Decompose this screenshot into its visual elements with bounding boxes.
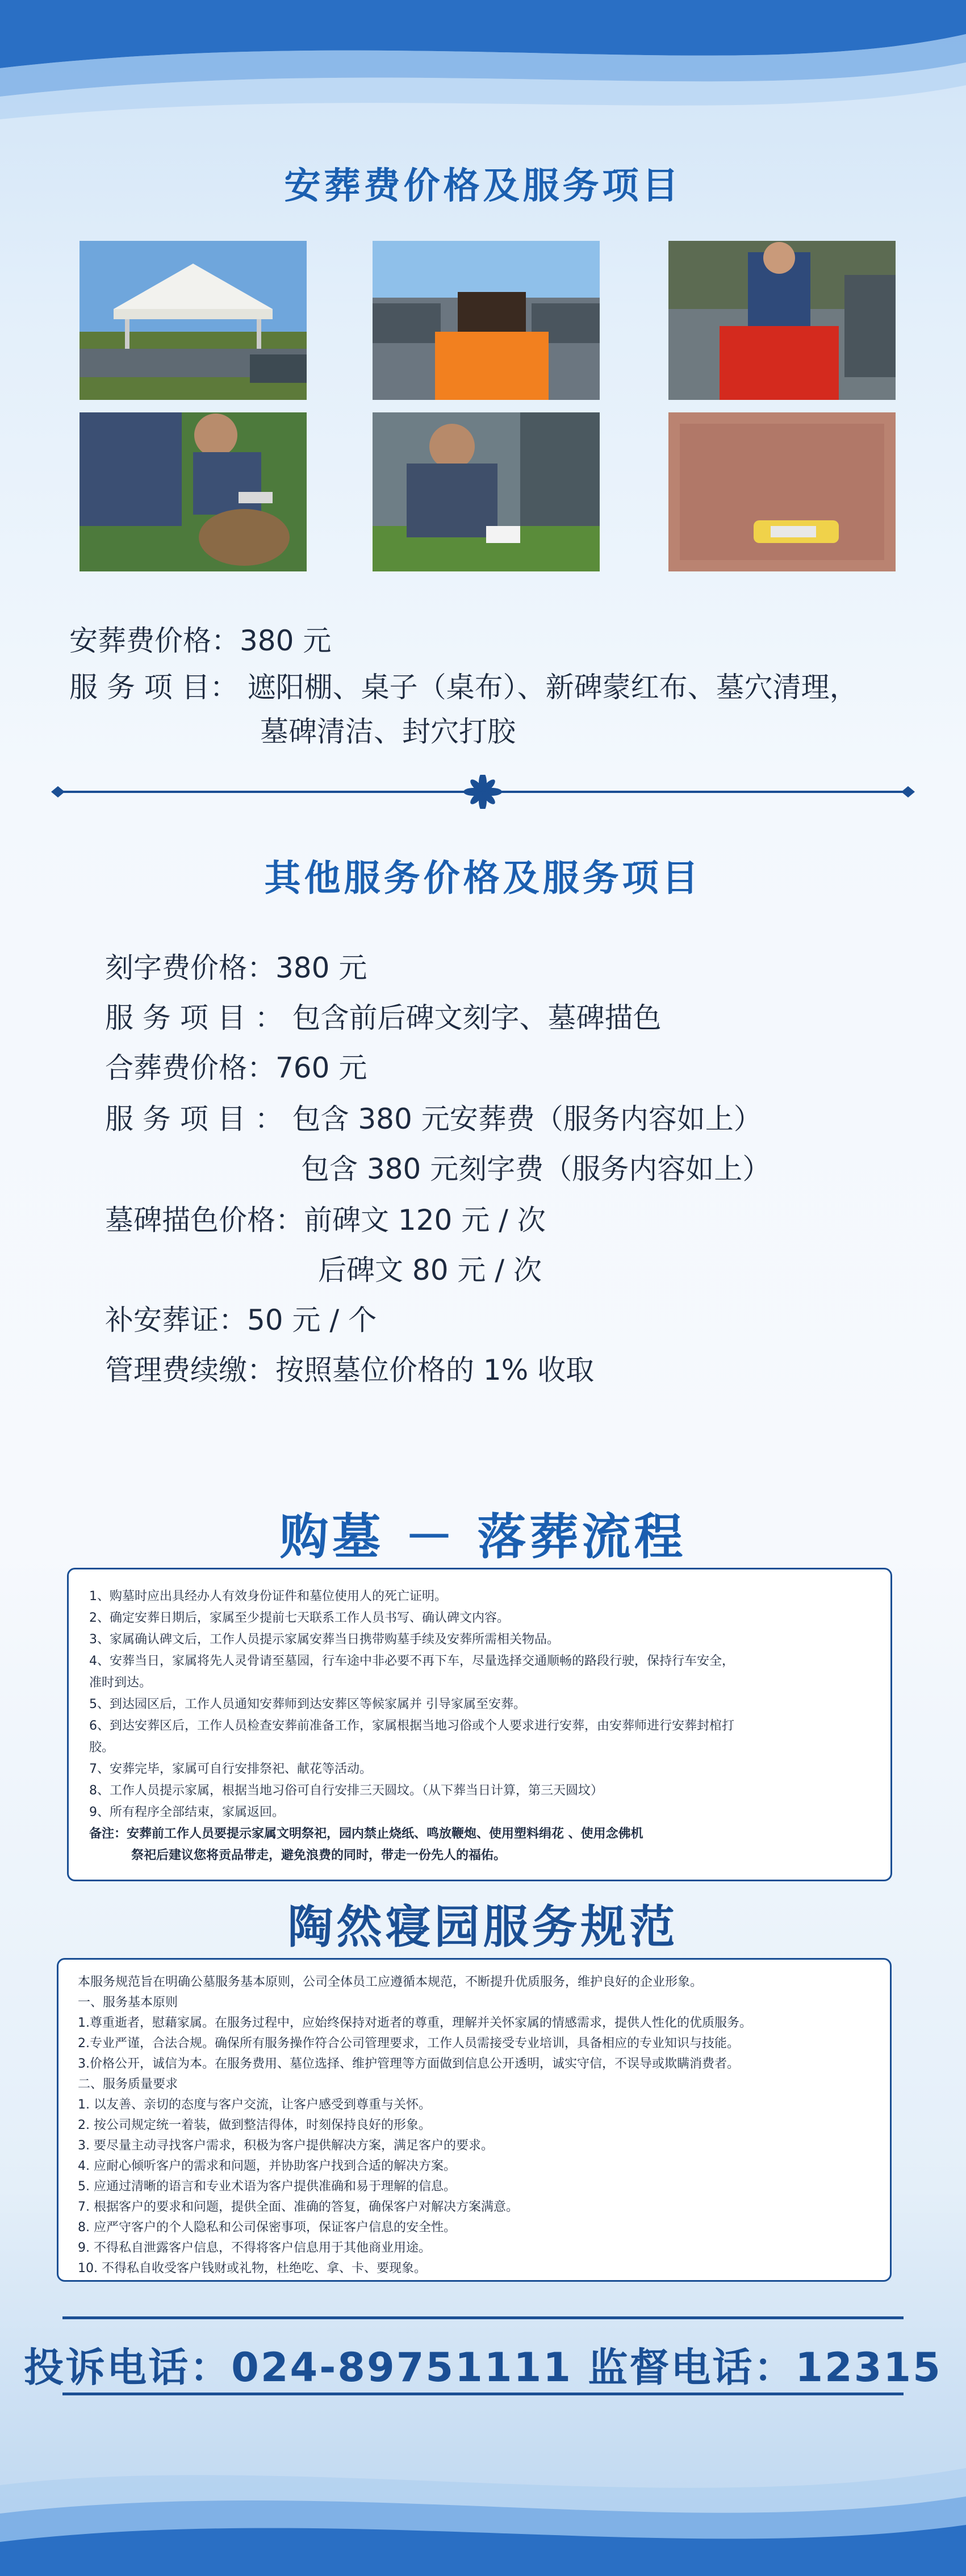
burial-service-line-cont: 墓碑清洁、封穴打胶	[260, 715, 516, 748]
table-photo	[373, 241, 600, 400]
process-item: 9、所有程序全部结束，家属返回。	[89, 1805, 285, 1819]
process-item: 3、家属确认碑文后，工作人员提示家属安葬当日携带购墓手续及安葬所需相关物品。	[89, 1633, 559, 1647]
section4-title: 陶然寝园服务规范	[287, 1901, 679, 1953]
standard-intro: 本服务规范旨在明确公墓服务基本原则，公司全体员工应遵循本规范，不断提升优质服务，维护良好的企业形象。	[78, 1975, 703, 1989]
standard-heading: 二、服务质量要求	[78, 2077, 178, 2091]
engraving-price-line: 刻字费价格：380 元	[105, 951, 367, 984]
management-fee-line: 管理费续缴：按照墓位价格的 1% 收取	[105, 1354, 595, 1387]
grave-cleaning-photo	[80, 412, 307, 571]
burial-process-box	[67, 1568, 892, 1881]
tent-photo	[80, 241, 307, 400]
standard-item: 10. 不得私自收受客户钱财或礼物，杜绝吃、拿、卡、要现象。	[78, 2261, 426, 2276]
process-item: 6、到达安葬区后，工作人员检查安葬前准备工作，家属根据当地习俗或个人要求进行安葬，由安葬师进行安葬封棺打	[89, 1719, 735, 1733]
bottom-wave-decoration	[0, 2372, 966, 2576]
process-item: 7、安葬完毕，家属可自行安排祭祀、献花等活动。	[89, 1762, 372, 1776]
standard-item: 1. 以友善、亲切的态度与客户交流，让客户感受到尊重与关怀。	[78, 2098, 431, 2112]
standard-item: 9. 不得私自泄露客户信息，不得将客户信息用于其他商业用途。	[78, 2241, 431, 2255]
red-cloth-photo	[668, 241, 896, 400]
process-note: 备注：安葬前工作人员要提示家属文明祭祀，园内禁止烧纸、鸣放鞭炮、使用塑料绢花 、使用念佛机	[89, 1827, 643, 1841]
engraving-service-line: 服 务 项 目 ： 包含前后碑文刻字、墓碑描色	[105, 1001, 662, 1034]
joint-burial-service-line: 服 务 项 目 ： 包含 380 元安葬费（服务内容如上）	[105, 1103, 762, 1135]
standard-item: 4. 应耐心倾听客户的需求和问题，并协助客户找到合适的解决方案。	[78, 2159, 456, 2173]
burial-price-line: 安葬费价格：380 元	[69, 624, 332, 657]
contact-phones: 投诉电话：024-89751111 监督电话：12315	[24, 2344, 942, 2391]
process-note-cont: 祭祀后建议您将贡品带走，避免浪费的同时，带走一份先人的福佑。	[131, 1848, 507, 1863]
process-item: 4、安葬当日，家属将先人灵骨请至墓园，行车途中非必要不再下车，尽量选择交通顺畅的路段行驶，保持行车安全，	[89, 1654, 735, 1668]
joint-burial-service-line-cont: 包含 380 元刻字费（服务内容如上）	[301, 1153, 771, 1185]
footer-rule-top	[62, 2316, 904, 2319]
section2-title: 其他服务价格及服务项目	[264, 858, 702, 900]
standard-item: 2. 按公司规定统一着装，做到整洁得体，时刻保持良好的形象。	[78, 2118, 431, 2132]
standard-item: 2.专业严谨，合法合规。确保所有服务操作符合公司管理要求，工作人员需接受专业培训，具备相应的专业知识与技能。	[78, 2036, 739, 2051]
ornament-divider	[51, 775, 915, 809]
standard-item: 1.尊重逝者，慰藉家属。在服务过程中，应始终保持对逝者的尊重，理解并关怀家属的情感需求，提供人性化的优质服务。	[78, 2016, 752, 2030]
section3-title: 购墓 － 落葬流程	[279, 1509, 687, 1565]
sealing-glue-photo	[668, 412, 896, 571]
standard-item: 3.价格公开，诚信为本。在服务费用、墓位选择、维护管理等方面做到信息公开透明，诚实守信，不误导或欺瞒消费者。	[78, 2057, 739, 2071]
top-wave-decoration	[0, 0, 966, 170]
coloring-price-line: 墓碑描色价格：前碑文 120 元 / 次	[105, 1204, 546, 1237]
certificate-price-line: 补安葬证：50 元 / 个	[105, 1304, 377, 1337]
process-item: 1、购墓时应出具经办人有效身份证件和墓位使用人的死亡证明。	[89, 1589, 447, 1604]
burial-service-line: 服 务 项 目： 遮阳棚、桌子（桌布）、新碑蒙红布、墓穴清理，	[69, 671, 858, 704]
standard-item: 5. 应通过清晰的语言和专业术语为客户提供准确和易于理解的信息。	[78, 2180, 456, 2194]
coloring-price-line-cont: 后碑文 80 元 / 次	[318, 1254, 542, 1287]
standard-item: 8. 应严守客户的个人隐私和公司保密事项，保证客户信息的安全性。	[78, 2220, 456, 2235]
standard-heading: 一、服务基本原则	[78, 1995, 178, 2010]
process-item: 准时到达。	[89, 1676, 152, 1690]
standard-item: 7. 根据客户的要求和问题，提供全面、准确的答复，确保客户对解决方案满意。	[78, 2200, 518, 2214]
joint-burial-price-line: 合葬费价格：760 元	[105, 1051, 367, 1084]
process-item: 5、到达园区后，工作人员通知安葬师到达安葬区等候家属并 引导家属至安葬。	[89, 1697, 526, 1711]
section1-title: 安葬费价格及服务项目	[284, 165, 682, 207]
service-standard-box	[57, 1958, 892, 2282]
process-item: 8、工作人员提示家属，根据当地习俗可自行安排三天圆坟。（从下葬当日计算，第三天圆坟）	[89, 1784, 604, 1798]
standard-item: 3. 要尽量主动寻找客户需求，积极为客户提供解决方案，满足客户的要求。	[78, 2139, 494, 2153]
process-item: 胶。	[89, 1740, 115, 1755]
tombstone-wiping-photo	[373, 412, 600, 571]
process-item: 2、确定安葬日期后，家属至少提前七天联系工作人员书写、确认碑文内容。	[89, 1611, 509, 1625]
